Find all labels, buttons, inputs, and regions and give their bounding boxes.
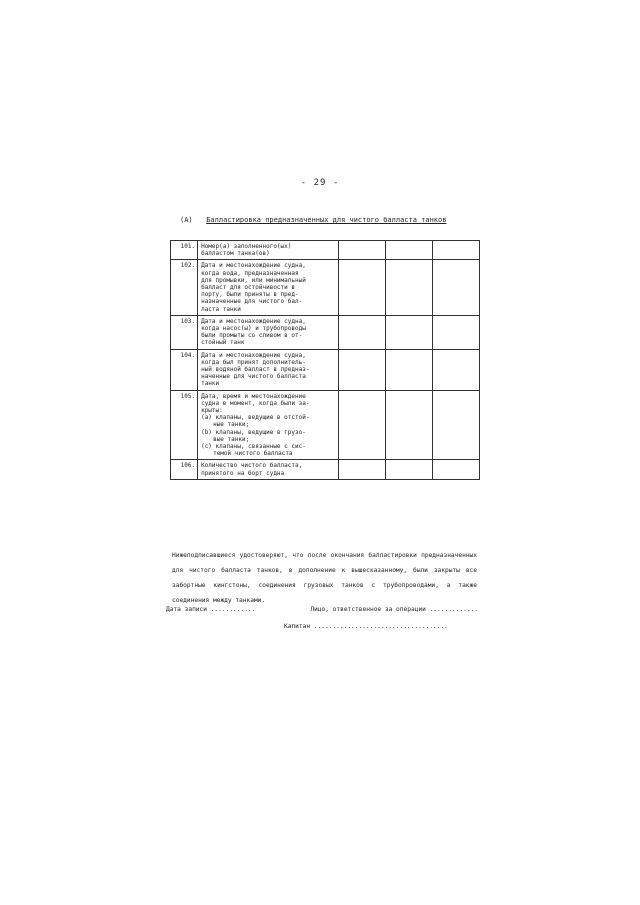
section-letter: (A) [180, 216, 193, 224]
entry-cell [432, 390, 479, 460]
entry-cell [432, 315, 479, 349]
row-number: 106. [171, 460, 198, 479]
entry-cell [385, 390, 432, 460]
captain-signature-label: Капитан .................................... [284, 623, 448, 630]
table-row [171, 460, 480, 479]
row-number: 104. [171, 349, 198, 390]
description-line: наченные для чистого балласта [201, 373, 306, 381]
entry-cell [338, 241, 385, 260]
description-line: Номер(а) заполненного(ых) [201, 243, 292, 250]
description-subitem-line: ные танки; [213, 421, 250, 429]
description-subitem-line: (b) клапаны, ведущие в грузо- [201, 428, 306, 436]
section-title: Балластировка предназначенных для чистого балласта танков [206, 216, 447, 224]
row-number: 105. [171, 390, 198, 460]
row-number: 103. [171, 315, 198, 349]
table-row [171, 315, 480, 349]
description-subitem-line: темой чистого балласта [213, 450, 293, 458]
description-subitem-line: (a) клапаны, ведущие в отстой- [201, 414, 310, 422]
entry-cell [385, 349, 432, 390]
description-line: Количество чистого балласта, [201, 462, 303, 470]
row-description [198, 349, 338, 390]
row-number: 102. [171, 260, 198, 315]
entry-cell [432, 241, 479, 260]
entries-table [170, 240, 480, 480]
table-row [171, 241, 480, 260]
entry-cell [385, 315, 432, 349]
entry-cell [385, 241, 432, 260]
entry-cell [338, 260, 385, 315]
description-line: Дата и местонахождение судна, [201, 317, 306, 325]
description-line: назначенные для чистого бал- [201, 298, 303, 306]
entry-cell [385, 260, 432, 315]
row-description [198, 390, 338, 460]
entry-cell [432, 460, 479, 479]
entry-cell [338, 315, 385, 349]
description-line: ный водяной балласт в предназ- [201, 366, 310, 374]
description-line: Дата и местонахождение судна, [201, 351, 306, 359]
page-number: - 29 - [300, 178, 340, 188]
entry-cell [338, 390, 385, 460]
description-line: стойный танк [201, 339, 245, 347]
description-line: Дата, время и местонахождение [201, 392, 306, 400]
description-line: когда был принят дополнитель- [201, 358, 306, 366]
description-line: балластом танка(ов) [201, 250, 270, 258]
description-line: крыты: [201, 407, 223, 415]
description-line: порту, были приняты в пред- [201, 291, 299, 299]
description-line: танки [201, 380, 220, 388]
row-description [198, 241, 338, 260]
description-line: когда вода, предназначенная [201, 269, 299, 277]
section-heading [180, 216, 450, 224]
entry-cell [432, 260, 479, 315]
row-number: 101. [171, 241, 198, 260]
certification-text: Нижеподписавшиеся удостоверяют, что после окончания балластировки предназначенных для чистого балласта танков, в дополнение к вышесказанному, были закрыты все забортные кингстоны, соединения грузовых танков с трубопроводами, а также соединения между танками. [172, 552, 477, 604]
description-line: ласта танки [201, 305, 241, 313]
row-description [198, 460, 338, 479]
description-line: балласт для остойчивости в [201, 284, 295, 292]
row-description [198, 315, 338, 349]
description-line: судна в момент, когда были за- [201, 399, 310, 407]
entry-cell [385, 460, 432, 479]
row-description [198, 260, 338, 315]
description-line: были промыты со сливом в от- [201, 332, 303, 340]
entry-cell [338, 349, 385, 390]
description-line: Дата и местонахождение судна, [201, 262, 306, 270]
date-of-entry-label: Дата записи ............ [166, 606, 256, 613]
table-row [171, 390, 480, 460]
entry-cell [432, 349, 479, 390]
entry-cell [338, 460, 385, 479]
description-subitem-line: (c) клапаны, связанные с сис- [201, 443, 306, 451]
description-line: принятого на борт судна [201, 469, 285, 477]
table-row [171, 349, 480, 390]
description-line: для промывки, или минимальный [201, 276, 306, 284]
description-subitem-line: вые танки; [213, 435, 250, 443]
officer-in-charge-label: Лицо, ответственное за операции ............. [310, 606, 478, 613]
description-line: когда насос(ы) и трубопроводы [201, 325, 306, 333]
signature-row [166, 606, 478, 613]
table-row [171, 260, 480, 315]
